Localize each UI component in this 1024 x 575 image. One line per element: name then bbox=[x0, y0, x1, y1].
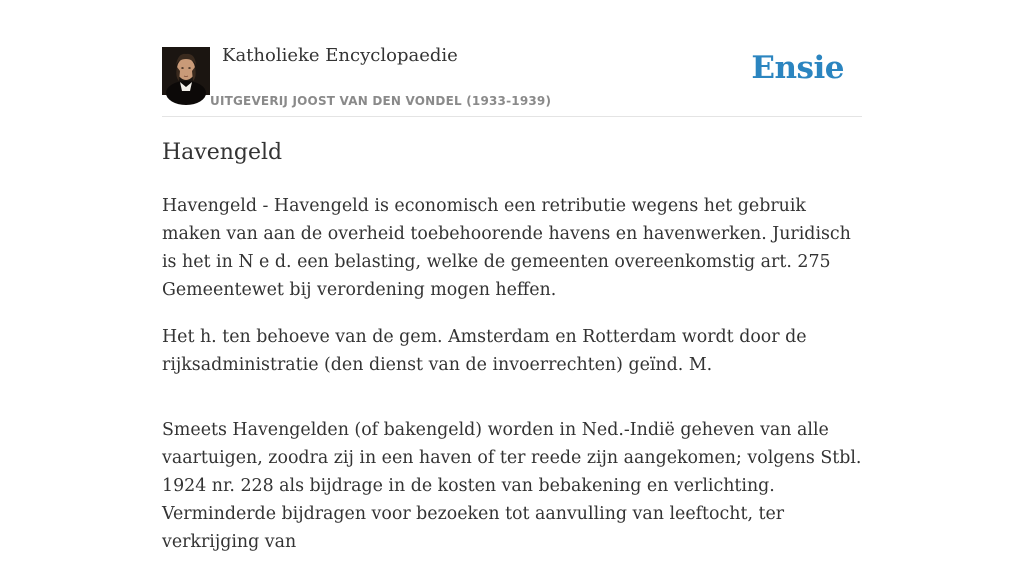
ensie-logo-link[interactable]: Ensie bbox=[751, 50, 844, 86]
article-paragraph: Het h. ten behoeve van de gem. Amsterdam en Rotterdam wordt door de rijksadministratie (den dienst van de invoerrechten) geïnd. M. bbox=[162, 327, 807, 375]
portrait-image bbox=[162, 47, 210, 95]
article-body bbox=[162, 192, 862, 575]
encyclopedia-name[interactable]: Katholieke Encyclopaedie bbox=[222, 45, 458, 66]
article-paragraph: Havengeld - Havengeld is economisch een retributie wegens het gebruik maken van aan de overheid toebehoorende havens en havenwerken. Juridisch is het in N e d. een belasting, welke de gemeenten overeenkomstig art. 275 Gemeentewet bij verordening mogen heffen. bbox=[162, 196, 851, 300]
avatar[interactable] bbox=[162, 47, 210, 95]
article-paragraph: Smeets Havengelden (of bakengeld) worden in Ned.-Indië geheven van alle vaartuigen, zoodra zij in een haven of ter reede zijn aangekomen; volgens Stbl. 1924 nr. 228 als bijdrage in de kosten van bebakening en verlichting. Verminderde bijdragen voor bezoeken tot aanvulling van leeftocht, ter verkrijging van bbox=[162, 420, 862, 552]
site-header bbox=[162, 0, 862, 117]
article-title: Havengeld bbox=[162, 140, 283, 165]
publisher-label: UITGEVERIJ JOOST VAN DEN VONDEL (1933-1939) bbox=[210, 94, 552, 108]
